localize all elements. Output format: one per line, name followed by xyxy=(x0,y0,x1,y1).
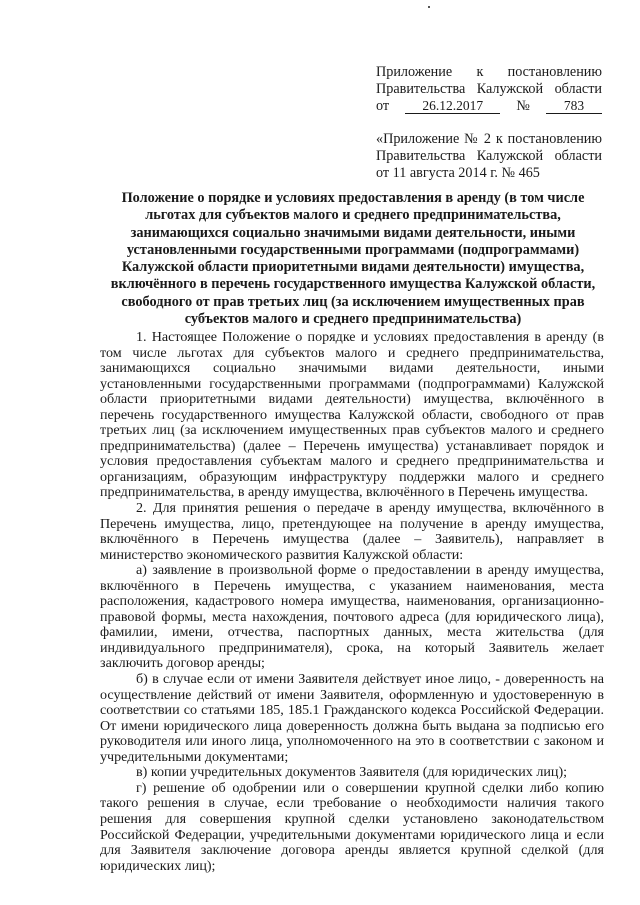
paragraph-2g: г) решение об одобрении или о совершении крупной сделки либо копию такого решения в случае, если требование о необходимости наличия такого решения для совершения крупной сделки установлено законодательством Российской Федерации, учредительными документами юридического лица и если для Заявителя заключение договора аренды является крупной сделкой (для юридических лиц); xyxy=(100,779,604,874)
date-value: 26.12.2017 xyxy=(405,99,500,114)
paragraph-2: 2. Для принятия решения о передаче в аренду имущества, включённого в Перечень имущества, лицо, претендующее на получение в аренду имущества, включённого в Перечень имущества (далее – Заявитель), направляет в министерство экономического развития Калужской области: xyxy=(100,500,604,563)
approval-date-line xyxy=(376,98,602,115)
annex-line-2: Правительства Калужской области xyxy=(376,148,602,164)
paragraph-2v: в) копии учредительных документов Заявителя (для юридических лиц); xyxy=(136,764,568,781)
document-title: Положение о порядке и условиях предоставления в аренду (в том числе льготах для субъектов малого и среднего предпринимательства, занимающихся социально значимыми видами деятельности, иными установленными государственными программами (подпрограммами) Калужской области приоритетными видами деятельности) имущества, включённого в перечень государственного имущества Калужской области, свободного от прав третьих лиц (за исключением имущественных прав субъектов малого и среднего предпринимательства) xyxy=(110,190,596,328)
annex-line-1: «Приложение № 2 к постановлению xyxy=(376,131,602,147)
paragraph-1: 1. Настоящее Положение о порядке и условиях предоставления в аренду (в том числе льготах для субъектов малого и среднего предпринимательства, занимающихся социально значимыми видами деятельности, иными установленными государственными программами (подпрограммами) Калужской области приоритетными видами деятельности) имущества, включённого в перечень государственного имущества Калужской области, свободного от прав третьих лиц (за исключением имущественных прав субъектов малого и среднего предпринимательства) (далее – Перечень имущества) устанавливает порядок и условия предоставления субъектам малого и среднего предпринимательства и организациям, образующим инфраструктуру поддержки малого и среднего предпринимательства, в аренду имущества, включённого в Перечень имущества. xyxy=(100,329,604,501)
annex-line-3: от 11 августа 2014 г. № 465 xyxy=(376,165,540,181)
paragraph-2b: б) в случае если от имени Заявителя действует иное лицо, - доверенность на осуществление действий от имени Заявителя, оформленную и удостоверенную в соответствии со статьями 185, 185.1 Гражданского кодекса Российской Федерации. От имени юридического лица доверенность должна быть выдана за подписью его руководителя или иного лица, уполномоченного на это в соответствии с законом и учредительными документами; xyxy=(100,671,604,765)
date-prefix: от xyxy=(376,98,390,114)
number-value: 783 xyxy=(546,99,602,114)
approval-word-3: постановлению xyxy=(507,64,602,80)
paragraph-2a: а) заявление в произвольной форме о предоставлении в аренду имущества, включённого в Перечень имущества, с указанием наименования, места расположения, кадастрового номера имущества, наименования, организационно-правовой формы, места нахождения, почтового адреса (для юридического лица), фамилии, имени, отчества, паспортных данных, места жительства (для индивидуального предпринимателя), срока, на который Заявитель желает заключить договор аренды; xyxy=(100,562,604,672)
approval-word-2: к xyxy=(476,64,484,80)
approval-line-2: Правительства Калужской области xyxy=(376,81,602,97)
approval-block xyxy=(376,64,602,115)
document-body xyxy=(100,330,604,874)
approval-word-1: Приложение xyxy=(376,64,453,80)
approval-line-1 xyxy=(376,64,602,81)
scan-dot xyxy=(428,6,430,8)
annex-block xyxy=(376,131,602,182)
number-prefix: № xyxy=(516,98,530,114)
